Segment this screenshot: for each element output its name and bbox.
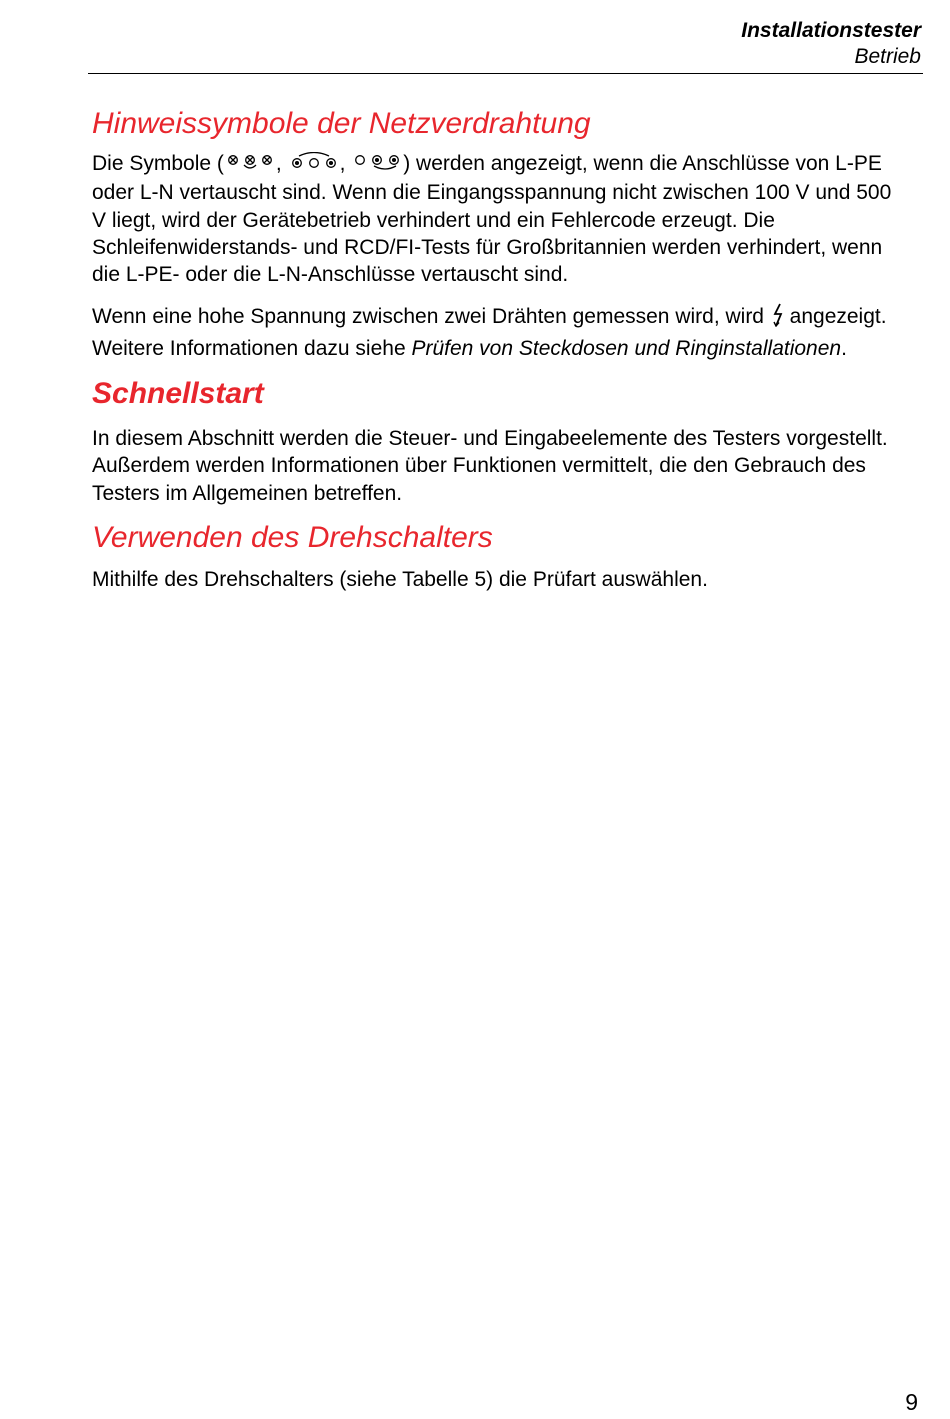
wiring-symbol-1-icon bbox=[224, 152, 276, 179]
text-run: , bbox=[339, 152, 352, 175]
text-run: Wenn eine hohe Spannung zwischen zwei Drähten gemessen wird, wird bbox=[92, 305, 770, 329]
header-subtitle: Betrieb bbox=[854, 45, 921, 68]
cross-reference: Prüfen von Steckdosen und Ringinstallationen bbox=[411, 336, 842, 360]
paragraph-schnellstart: In diesem Abschnitt werden die Steuer- und Eingabeelemente des Testers vorgestellt. Außerdem werden Informationen über Funktionen vermittelt, die den Gebrauch des Testers im Allgemeinen betreffen. bbox=[92, 427, 888, 505]
wiring-symbol-3-icon bbox=[351, 152, 403, 179]
section-heading-drehschalter: Verwenden des Drehschalters bbox=[92, 520, 493, 554]
text-run: angezeigt. Weitere Informationen dazu siehe bbox=[92, 305, 887, 360]
running-header bbox=[741, 18, 921, 70]
paragraph-symbols bbox=[92, 150, 910, 288]
section-heading-netzverdrahtung: Hinweissymbole der Netzverdrahtung bbox=[92, 107, 591, 140]
text-run: . bbox=[841, 336, 847, 360]
header-rule bbox=[88, 73, 923, 74]
section-heading-schnellstart: Schnellstart bbox=[92, 377, 264, 411]
text-run: Die Symbole ( bbox=[92, 152, 224, 175]
text-run: , bbox=[275, 152, 288, 175]
header-title: Installationstester bbox=[741, 19, 921, 42]
high-voltage-icon bbox=[772, 303, 784, 334]
text-run: ) werden angezeigt, wenn die Anschlüsse von L-PE oder L-N vertauscht sind. Wenn die Eingangsspannung nicht zwischen 100 V und 500 V liegt, wird der Gerätebetrieb verhindert und ein Fehlercode erzeugt. Die Schleifenwiderstands- und RCD/FI-Tests für Großbritannien werden verhindert, wenn die L-PE- oder die L-N-Anschlüsse vertauscht sind. bbox=[92, 152, 892, 287]
page-number: 9 bbox=[905, 1389, 918, 1415]
paragraph-drehschalter: Mithilfe des Drehschalters (siehe Tabelle 5) die Prüfart auswählen. bbox=[92, 567, 708, 591]
page-content bbox=[92, 104, 910, 593]
wiring-symbol-2-icon bbox=[288, 152, 340, 179]
paragraph-high-voltage bbox=[92, 303, 910, 362]
